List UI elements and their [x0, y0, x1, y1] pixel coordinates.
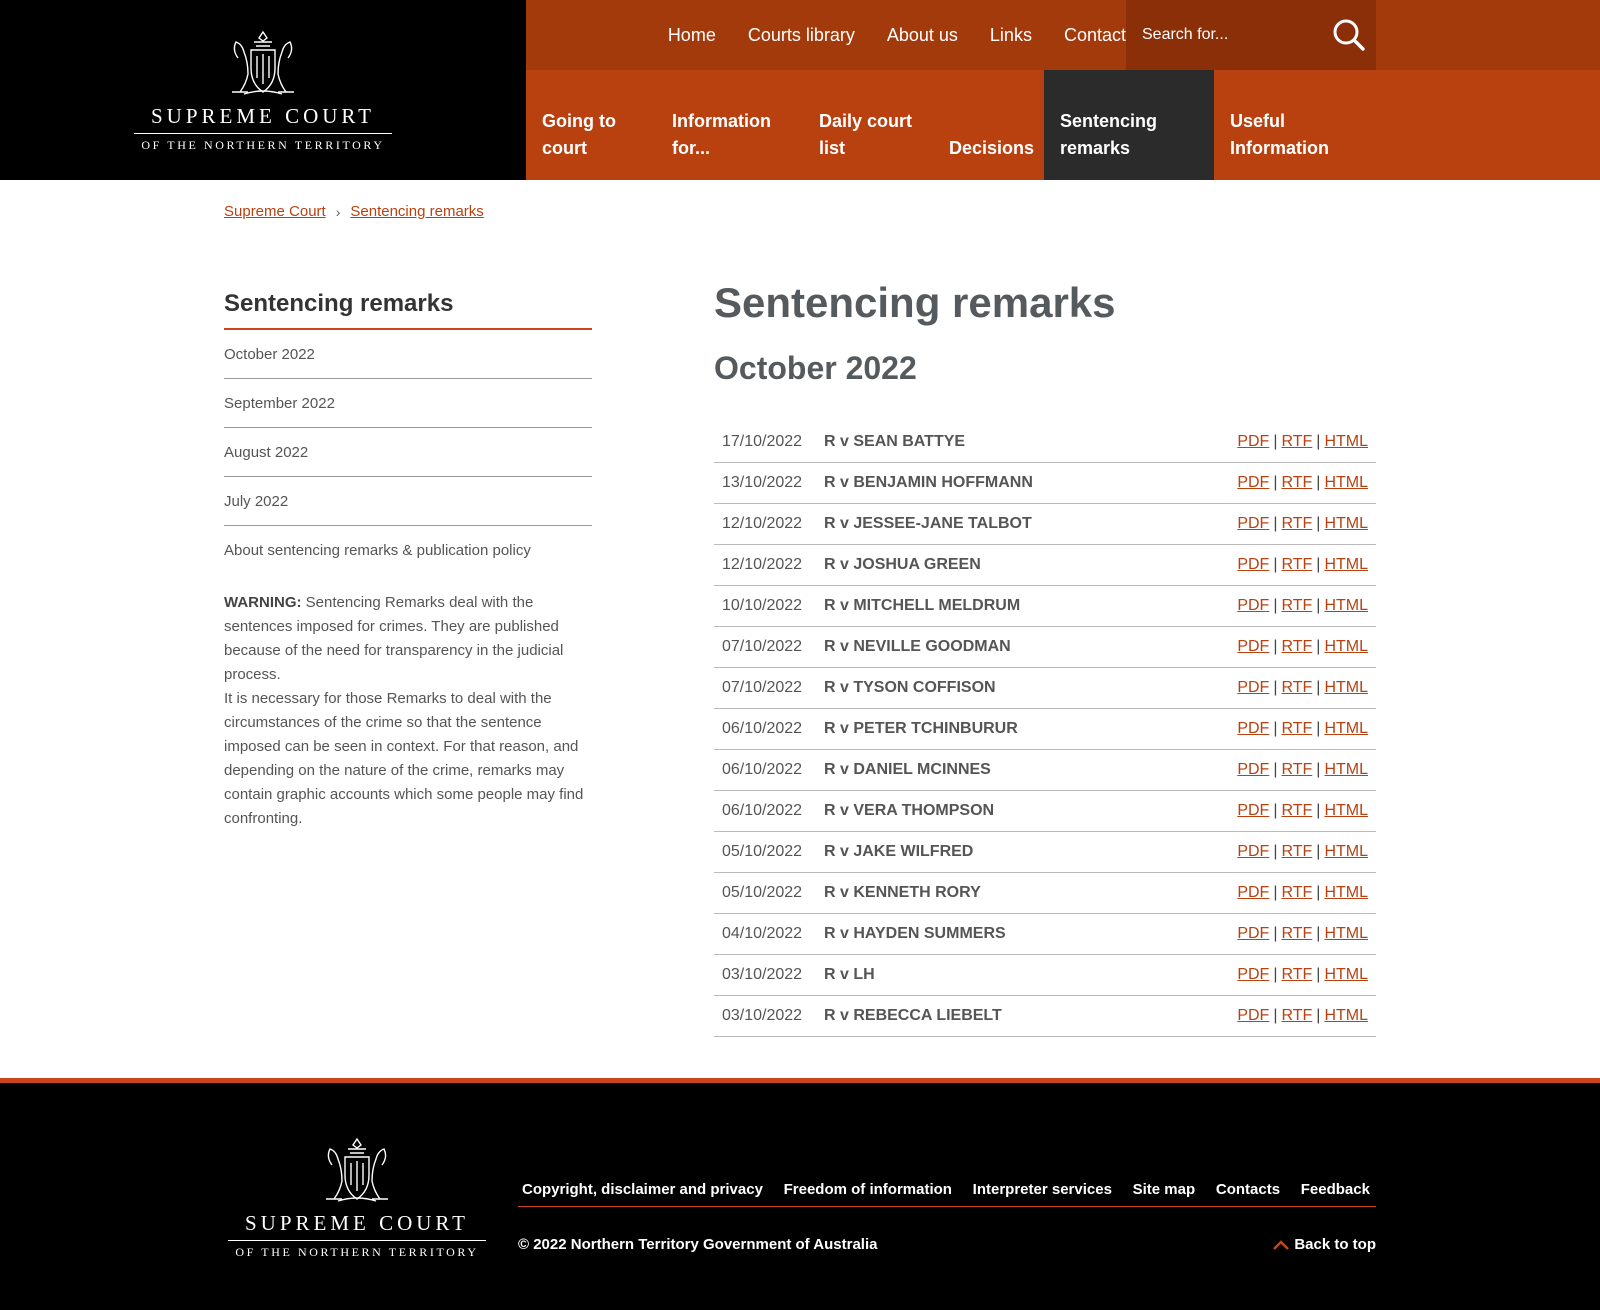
sidebar-item-august-2022[interactable]: August 2022 [224, 428, 592, 477]
link-separator: | [1273, 433, 1278, 450]
warning-label: WARNING: [224, 594, 302, 611]
table-row [714, 668, 1376, 709]
download-html-link[interactable]: HTML [1324, 925, 1368, 942]
main-nav-label: Information for... [672, 111, 771, 158]
remark-date: 13/10/2022 [722, 474, 803, 491]
remark-date: 12/10/2022 [722, 556, 803, 573]
download-rtf-link[interactable]: RTF [1281, 802, 1313, 819]
download-pdf-link[interactable]: PDF [1237, 597, 1270, 614]
remark-date: 17/10/2022 [722, 433, 803, 450]
footer-logo-title: SUPREME COURT [244, 1211, 470, 1235]
remark-date: 03/10/2022 [722, 966, 803, 983]
table-row [714, 545, 1376, 586]
footer-logo-subtitle: OF THE NORTHERN TERRITORY [235, 1245, 479, 1259]
download-html-link[interactable]: HTML [1324, 556, 1368, 573]
link-separator: | [1273, 515, 1278, 532]
table-row [714, 750, 1376, 791]
link-separator: | [1273, 884, 1278, 901]
remark-case-name: R v REBECCA LIEBELT [824, 1007, 1002, 1024]
remark-case-name: R v DANIEL MCINNES [824, 761, 991, 778]
link-separator: | [1316, 720, 1321, 737]
footer-logo-rule [228, 1240, 486, 1241]
table-row [714, 955, 1376, 996]
chevron-up-icon [1272, 1239, 1290, 1251]
top-nav-home[interactable]: Home [667, 24, 716, 45]
download-html-link[interactable]: HTML [1324, 433, 1368, 450]
top-bar [526, 0, 1600, 70]
remark-case-name: R v LH [824, 966, 875, 983]
site-logo[interactable] [0, 0, 526, 180]
link-separator: | [1273, 761, 1278, 778]
top-nav-links[interactable]: Links [989, 24, 1032, 45]
main-nav-information-for[interactable] [656, 70, 803, 180]
back-to-top-label: Back to top [1294, 1236, 1376, 1253]
table-row [714, 627, 1376, 668]
month-heading: October 2022 [714, 350, 917, 386]
warning-paragraph [224, 591, 592, 687]
table-row [714, 791, 1376, 832]
download-html-link[interactable]: HTML [1324, 720, 1368, 737]
coat-of-arms-icon [218, 28, 308, 98]
remark-case-name: R v VERA THOMPSON [824, 802, 995, 819]
download-html-link[interactable]: HTML [1324, 761, 1368, 778]
link-separator: | [1316, 843, 1321, 860]
remark-download-links [1237, 802, 1376, 820]
sidebar [224, 290, 592, 831]
remark-date: 07/10/2022 [722, 679, 803, 696]
download-rtf-link[interactable]: RTF [1281, 638, 1313, 655]
download-pdf-link[interactable]: PDF [1237, 884, 1270, 901]
sidebar-title: Sentencing remarks [224, 290, 592, 330]
remark-date: 12/10/2022 [722, 515, 803, 532]
remark-download-links [1237, 556, 1376, 574]
remark-download-links [1237, 966, 1376, 984]
remark-case-name: R v SEAN BATTYE [824, 433, 966, 450]
download-html-link[interactable]: HTML [1324, 597, 1368, 614]
download-rtf-link[interactable]: RTF [1281, 761, 1313, 778]
coat-of-arms-icon [312, 1135, 402, 1205]
remark-date: 05/10/2022 [722, 884, 803, 901]
remarks-table [714, 422, 1376, 1037]
download-rtf-link[interactable]: RTF [1281, 597, 1313, 614]
breadcrumb-sentencing-remarks[interactable]: Sentencing remarks [350, 203, 484, 220]
link-separator: | [1316, 1007, 1321, 1024]
link-separator: | [1273, 597, 1278, 614]
download-rtf-link[interactable]: RTF [1281, 1007, 1313, 1024]
download-pdf-link[interactable]: PDF [1237, 761, 1270, 778]
remark-case-name: R v JOSHUA GREEN [824, 556, 981, 573]
remark-date: 07/10/2022 [722, 638, 803, 655]
footer-link-sitemap[interactable]: Site map [1132, 1181, 1196, 1198]
link-separator: | [1316, 515, 1321, 532]
remark-download-links [1237, 843, 1376, 861]
main-nav-label: Daily court list [819, 111, 913, 158]
download-pdf-link[interactable]: PDF [1237, 843, 1270, 860]
footer-link-copyright[interactable]: Copyright, disclaimer and privacy [522, 1181, 763, 1198]
top-nav-about-us[interactable]: About us [886, 24, 958, 45]
site-header [0, 0, 1600, 180]
download-rtf-link[interactable]: RTF [1281, 679, 1313, 696]
link-separator: | [1273, 802, 1278, 819]
link-separator: | [1316, 761, 1321, 778]
download-html-link[interactable]: HTML [1324, 679, 1368, 696]
main-nav-label: Sentencing remarks [1060, 111, 1158, 158]
sidebar-item-about-policy[interactable]: About sentencing remarks & publication policy [224, 542, 531, 559]
link-separator: | [1316, 597, 1321, 614]
main-nav-sentencing-remarks[interactable] [1044, 70, 1214, 180]
download-rtf-link[interactable]: RTF [1281, 720, 1313, 737]
remark-case-name: R v JAKE WILFRED [824, 843, 974, 860]
remark-date: 06/10/2022 [722, 802, 803, 819]
link-separator: | [1316, 474, 1321, 491]
link-separator: | [1273, 474, 1278, 491]
table-row [714, 914, 1376, 955]
breadcrumb [224, 203, 484, 220]
sidebar-item-october-2022[interactable]: October 2022 [224, 330, 592, 379]
download-pdf-link[interactable]: PDF [1237, 679, 1270, 696]
download-pdf-link[interactable]: PDF [1237, 802, 1270, 819]
table-row [714, 873, 1376, 914]
table-row [714, 463, 1376, 504]
remark-download-links [1237, 720, 1376, 738]
sidebar-item-september-2022[interactable]: September 2022 [224, 379, 592, 428]
main-content [714, 278, 1376, 1037]
top-nav-contact[interactable]: Contact [1063, 24, 1126, 45]
link-separator: | [1273, 843, 1278, 860]
download-html-link[interactable]: HTML [1324, 515, 1368, 532]
main-nav-label: Decisions [949, 138, 1035, 158]
main-nav-label: Going to court [542, 111, 616, 158]
warning-paragraph-2: It is necessary for those Remarks to deal with the circumstances of the crime so that the sentence imposed can be seen in context. For that reason, and depending on the nature of the crime, remarks may contain graphic accounts which some people may find confronting. [224, 690, 584, 827]
download-rtf-link[interactable]: RTF [1281, 884, 1313, 901]
remark-case-name: R v HAYDEN SUMMERS [824, 925, 1006, 942]
main-nav-useful-information[interactable] [1214, 70, 1374, 180]
download-html-link[interactable]: HTML [1324, 966, 1368, 983]
remark-download-links [1237, 1007, 1376, 1025]
link-separator: | [1316, 925, 1321, 942]
link-separator: | [1316, 433, 1321, 450]
breadcrumb-supreme-court[interactable]: Supreme Court [224, 203, 326, 220]
download-pdf-link[interactable]: PDF [1237, 1007, 1270, 1024]
table-row [714, 422, 1376, 463]
warning-notice [224, 591, 592, 831]
link-separator: | [1316, 966, 1321, 983]
search-icon[interactable] [1332, 18, 1366, 52]
download-rtf-link[interactable]: RTF [1281, 474, 1313, 491]
footer-link-contacts[interactable]: Contacts [1215, 1181, 1281, 1198]
table-row [714, 996, 1376, 1037]
remark-date: 03/10/2022 [722, 1007, 803, 1024]
warning-text: Sentencing Remarks deal with the sentences imposed for crimes. They are published because of the need for transparency in the judicial process. [224, 594, 564, 683]
remark-download-links [1237, 884, 1376, 902]
download-pdf-link[interactable]: PDF [1237, 966, 1270, 983]
logo-subtitle: OF THE NORTHERN TERRITORY [141, 137, 385, 152]
remark-date: 04/10/2022 [722, 925, 803, 942]
link-separator: | [1316, 884, 1321, 901]
download-rtf-link[interactable]: RTF [1281, 433, 1313, 450]
download-rtf-link[interactable]: RTF [1281, 515, 1313, 532]
remark-date: 06/10/2022 [722, 720, 803, 737]
main-nav-label: Useful Information [1230, 111, 1329, 158]
page-title: Sentencing remarks [714, 279, 1116, 326]
table-row [714, 504, 1376, 545]
download-pdf-link[interactable]: PDF [1237, 433, 1270, 450]
download-rtf-link[interactable]: RTF [1281, 843, 1313, 860]
download-html-link[interactable]: HTML [1324, 843, 1368, 860]
link-separator: | [1273, 925, 1278, 942]
main-nav [526, 70, 1600, 180]
link-separator: | [1273, 720, 1278, 737]
main-nav-daily-court-list[interactable] [803, 70, 933, 180]
remark-download-links [1237, 515, 1376, 533]
link-separator: | [1273, 679, 1278, 696]
download-html-link[interactable]: HTML [1324, 884, 1368, 901]
download-rtf-link[interactable]: RTF [1281, 556, 1313, 573]
copyright-text: © 2022 Northern Territory Government of Australia [518, 1236, 878, 1253]
remark-download-links [1237, 679, 1376, 697]
download-pdf-link[interactable]: PDF [1237, 925, 1270, 942]
search-input[interactable] [1126, 0, 1326, 70]
back-to-top-link[interactable] [1272, 1236, 1376, 1253]
top-nav-courts-library[interactable]: Courts library [747, 24, 855, 45]
link-separator: | [1316, 556, 1321, 573]
remark-download-links [1237, 474, 1376, 492]
download-html-link[interactable]: HTML [1324, 1007, 1368, 1024]
remark-case-name: R v MITCHELL MELDRUM [824, 597, 1021, 614]
site-footer [0, 1078, 1600, 1310]
link-separator: | [1273, 966, 1278, 983]
remark-case-name: R v TYSON COFFISON [824, 679, 996, 696]
download-pdf-link[interactable]: PDF [1237, 638, 1270, 655]
download-rtf-link[interactable]: RTF [1281, 966, 1313, 983]
main-nav-decisions[interactable] [933, 70, 1051, 180]
remark-download-links [1237, 433, 1376, 451]
footer-nav [518, 1173, 1376, 1207]
remark-case-name: R v PETER TCHINBURUR [824, 720, 1018, 737]
link-separator: | [1273, 638, 1278, 655]
sidebar-item-july-2022[interactable]: July 2022 [224, 477, 592, 526]
download-html-link[interactable]: HTML [1324, 802, 1368, 819]
footer-logo[interactable] [226, 1135, 488, 1260]
remark-download-links [1237, 597, 1376, 615]
remark-date: 06/10/2022 [722, 761, 803, 778]
remark-download-links [1237, 761, 1376, 779]
top-nav [526, 0, 1126, 70]
footer-link-feedback[interactable]: Feedback [1300, 1181, 1370, 1198]
footer-link-interpreter[interactable]: Interpreter services [972, 1181, 1112, 1198]
chevron-right-icon: › [335, 203, 341, 220]
remark-case-name: R v JESSEE-JANE TALBOT [824, 515, 1032, 532]
table-row [714, 586, 1376, 627]
remark-date: 05/10/2022 [722, 843, 803, 860]
link-separator: | [1316, 638, 1321, 655]
download-html-link[interactable]: HTML [1324, 638, 1368, 655]
download-pdf-link[interactable]: PDF [1237, 720, 1270, 737]
download-pdf-link[interactable]: PDF [1237, 556, 1270, 573]
remark-case-name: R v NEVILLE GOODMAN [824, 638, 1011, 655]
download-html-link[interactable]: HTML [1324, 474, 1368, 491]
remark-download-links [1237, 638, 1376, 656]
link-separator: | [1273, 1007, 1278, 1024]
download-pdf-link[interactable]: PDF [1237, 515, 1270, 532]
remark-case-name: R v KENNETH RORY [824, 884, 981, 901]
remark-download-links [1237, 925, 1376, 943]
table-row [714, 832, 1376, 873]
logo-title: SUPREME COURT [150, 103, 376, 128]
logo-rule [134, 133, 392, 134]
download-rtf-link[interactable]: RTF [1281, 925, 1313, 942]
footer-link-foi[interactable]: Freedom of information [783, 1181, 952, 1198]
remark-case-name: R v BENJAMIN HOFFMANN [824, 474, 1033, 491]
download-pdf-link[interactable]: PDF [1237, 474, 1270, 491]
link-separator: | [1316, 802, 1321, 819]
link-separator: | [1316, 679, 1321, 696]
link-separator: | [1273, 556, 1278, 573]
search-box [1126, 0, 1376, 70]
remark-date: 10/10/2022 [722, 597, 803, 614]
table-row [714, 709, 1376, 750]
main-nav-going-to-court[interactable] [526, 70, 656, 180]
